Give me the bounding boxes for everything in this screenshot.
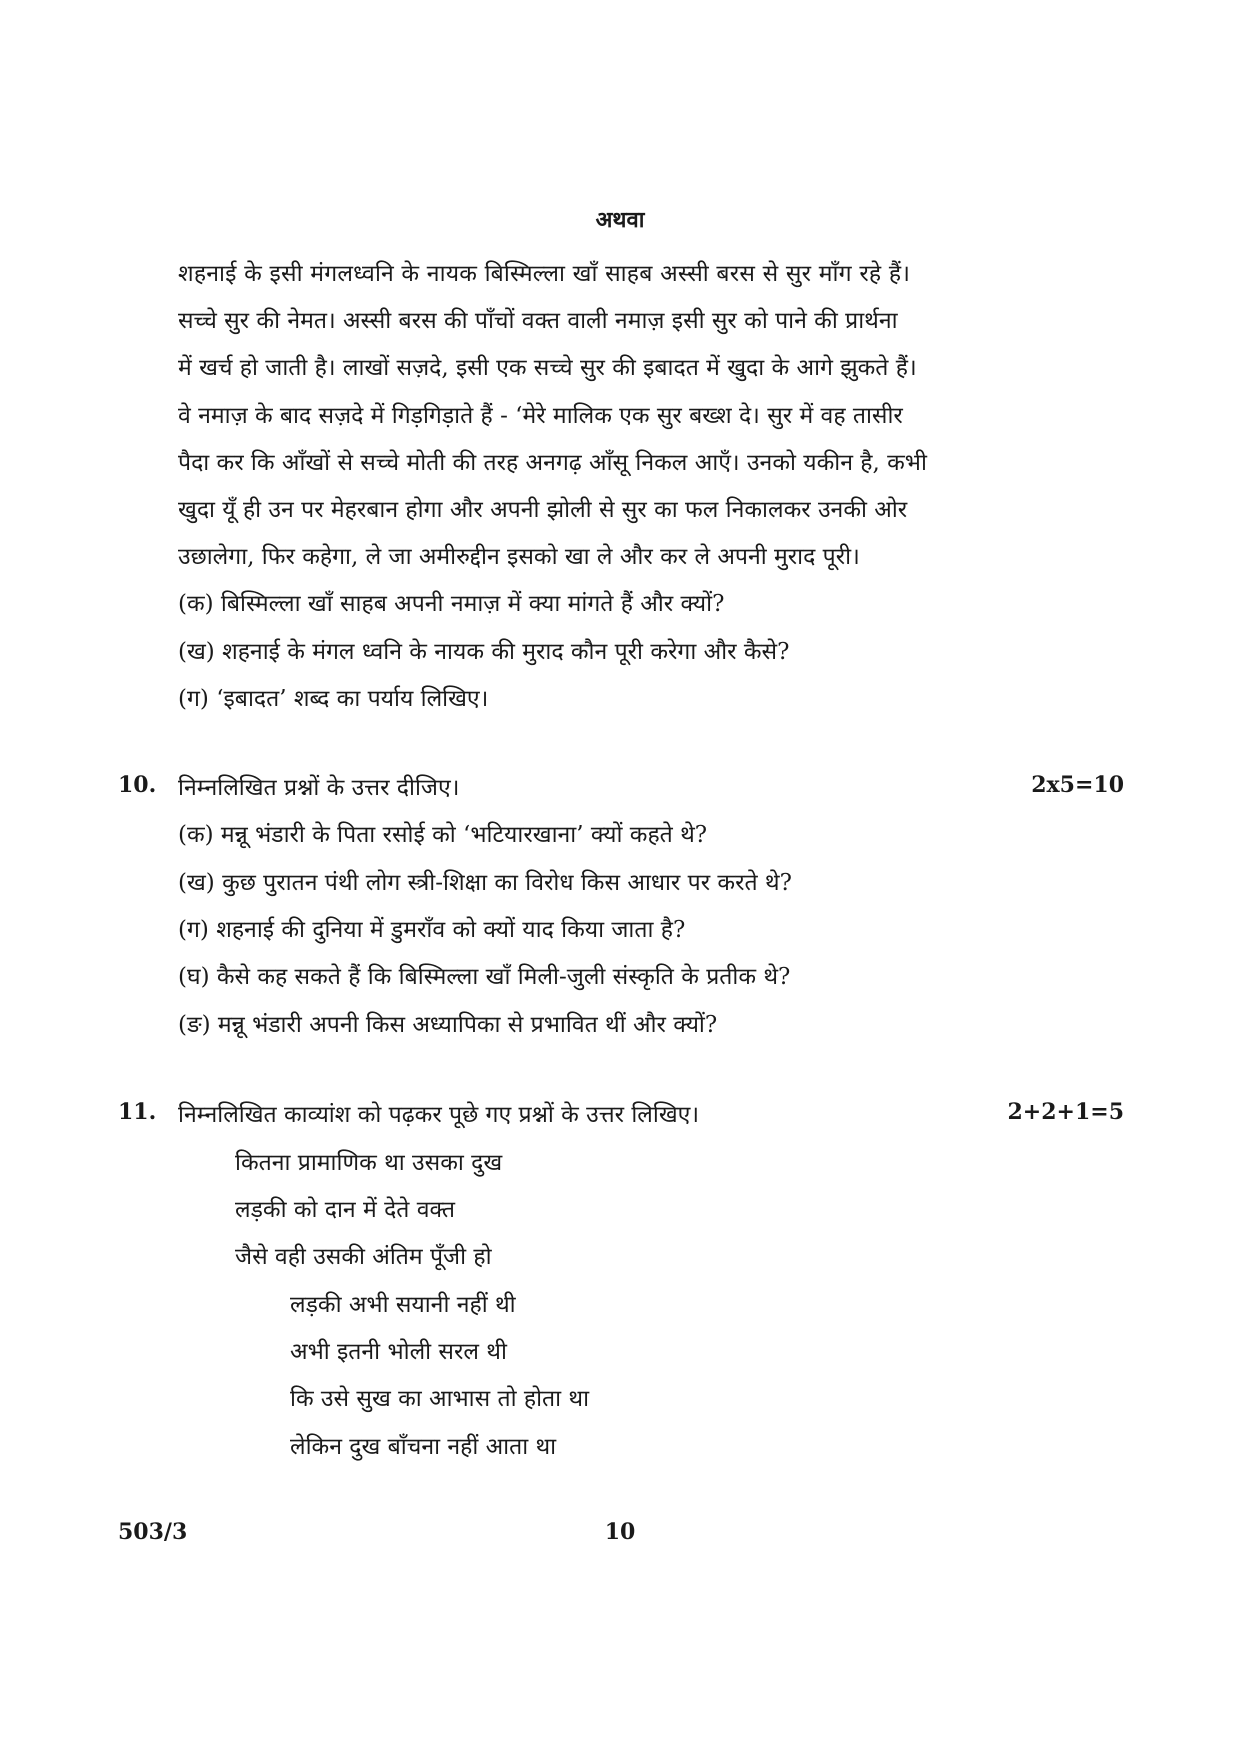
- passage-question: (ख) शहनाई के मंगल ध्वनि के नायक की मुराद कौन पूरी करेगा और कैसे?: [178, 639, 790, 665]
- passage-line: उछालेगा, फिर कहेगा, ले जा अमीरुद्दीन इसको खा ले और कर ले अपनी मुराद पूरी।: [178, 544, 860, 570]
- passage-line: पैदा कर कि आँखों से सच्चे मोती की तरह अनगढ़ आँसू निकल आएँ। उनको यकीन है, कभी: [178, 450, 927, 476]
- paper-code: 503/3: [118, 1519, 188, 1545]
- passage-question: (ग) ‘इबादत’ शब्द का पर्याय लिखिए।: [178, 686, 489, 712]
- passage-line: खुदा यूँ ही उन पर मेहरबान होगा और अपनी झोली से सुर का फल निकालकर उनकी ओर: [178, 497, 908, 523]
- question-item: (ङ) मन्नू भंडारी अपनी किस अध्यापिका से प्रभावित थीं और क्यों?: [178, 1012, 718, 1038]
- poem-line: लड़की को दान में देते वक्त: [235, 1197, 455, 1223]
- question-number: 11.: [118, 1099, 157, 1125]
- poem-line: जैसे वही उसकी अंतिम पूँजी हो: [235, 1244, 492, 1270]
- question-marks: 2x5=10: [1031, 772, 1124, 798]
- question-item: (घ) कैसे कह सकते हैं कि बिस्मिल्ला खाँ मिली-जुली संस्कृति के प्रतीक थे?: [178, 964, 791, 990]
- passage-question: (क) बिस्मिल्ला खाँ साहब अपनी नमाज़ में क्या मांगते हैं और क्यों?: [178, 591, 725, 617]
- passage-line: में खर्च हो जाती है। लाखों सज़दे, इसी एक सच्चे सुर की इबादत में खुदा के आगे झुकते हैं।: [178, 355, 917, 381]
- question-item: (क) मन्नू भंडारी के पिता रसोई को ‘भटियारखाना’ क्यों कहते थे?: [178, 822, 708, 848]
- question-text: निम्नलिखित प्रश्नों के उत्तर दीजिए।: [178, 775, 460, 801]
- question-text: निम्नलिखित काव्यांश को पढ़कर पूछे गए प्रश्नों के उत्तर लिखिए।: [178, 1102, 700, 1128]
- or-heading: अथवा: [595, 207, 645, 233]
- question-marks: 2+2+1=5: [1007, 1099, 1124, 1125]
- poem-line: अभी इतनी भोली सरल थी: [290, 1339, 507, 1365]
- poem-line: कि उसे सुख का आभास तो होता था: [290, 1386, 590, 1412]
- poem-line: कितना प्रामाणिक था उसका दुख: [235, 1150, 503, 1176]
- question-item: (ख) कुछ पुरातन पंथी लोग स्त्री-शिक्षा का विरोध किस आधार पर करते थे?: [178, 870, 792, 896]
- passage-line: सच्चे सुर की नेमत। अस्सी बरस की पाँचों वक्त वाली नमाज़ इसी सुर को पाने की प्रार्थना: [178, 308, 898, 334]
- page-number: 10: [604, 1519, 636, 1545]
- passage-line: शहनाई के इसी मंगलध्वनि के नायक बिस्मिल्ला खाँ साहब अस्सी बरस से सुर माँग रहे हैं।: [178, 261, 911, 287]
- question-number: 10.: [118, 772, 157, 798]
- question-item: (ग) शहनाई की दुनिया में डुमराँव को क्यों याद किया जाता है?: [178, 917, 686, 943]
- poem-line: लेकिन दुख बाँचना नहीं आता था: [290, 1434, 557, 1460]
- poem-line: लड़की अभी सयानी नहीं थी: [290, 1292, 516, 1318]
- passage-line: वे नमाज़ के बाद सज़दे में गिड़गिड़ाते हैं - ‘मेरे मालिक एक सुर बख्श दे। सुर में वह तासीर: [178, 403, 903, 429]
